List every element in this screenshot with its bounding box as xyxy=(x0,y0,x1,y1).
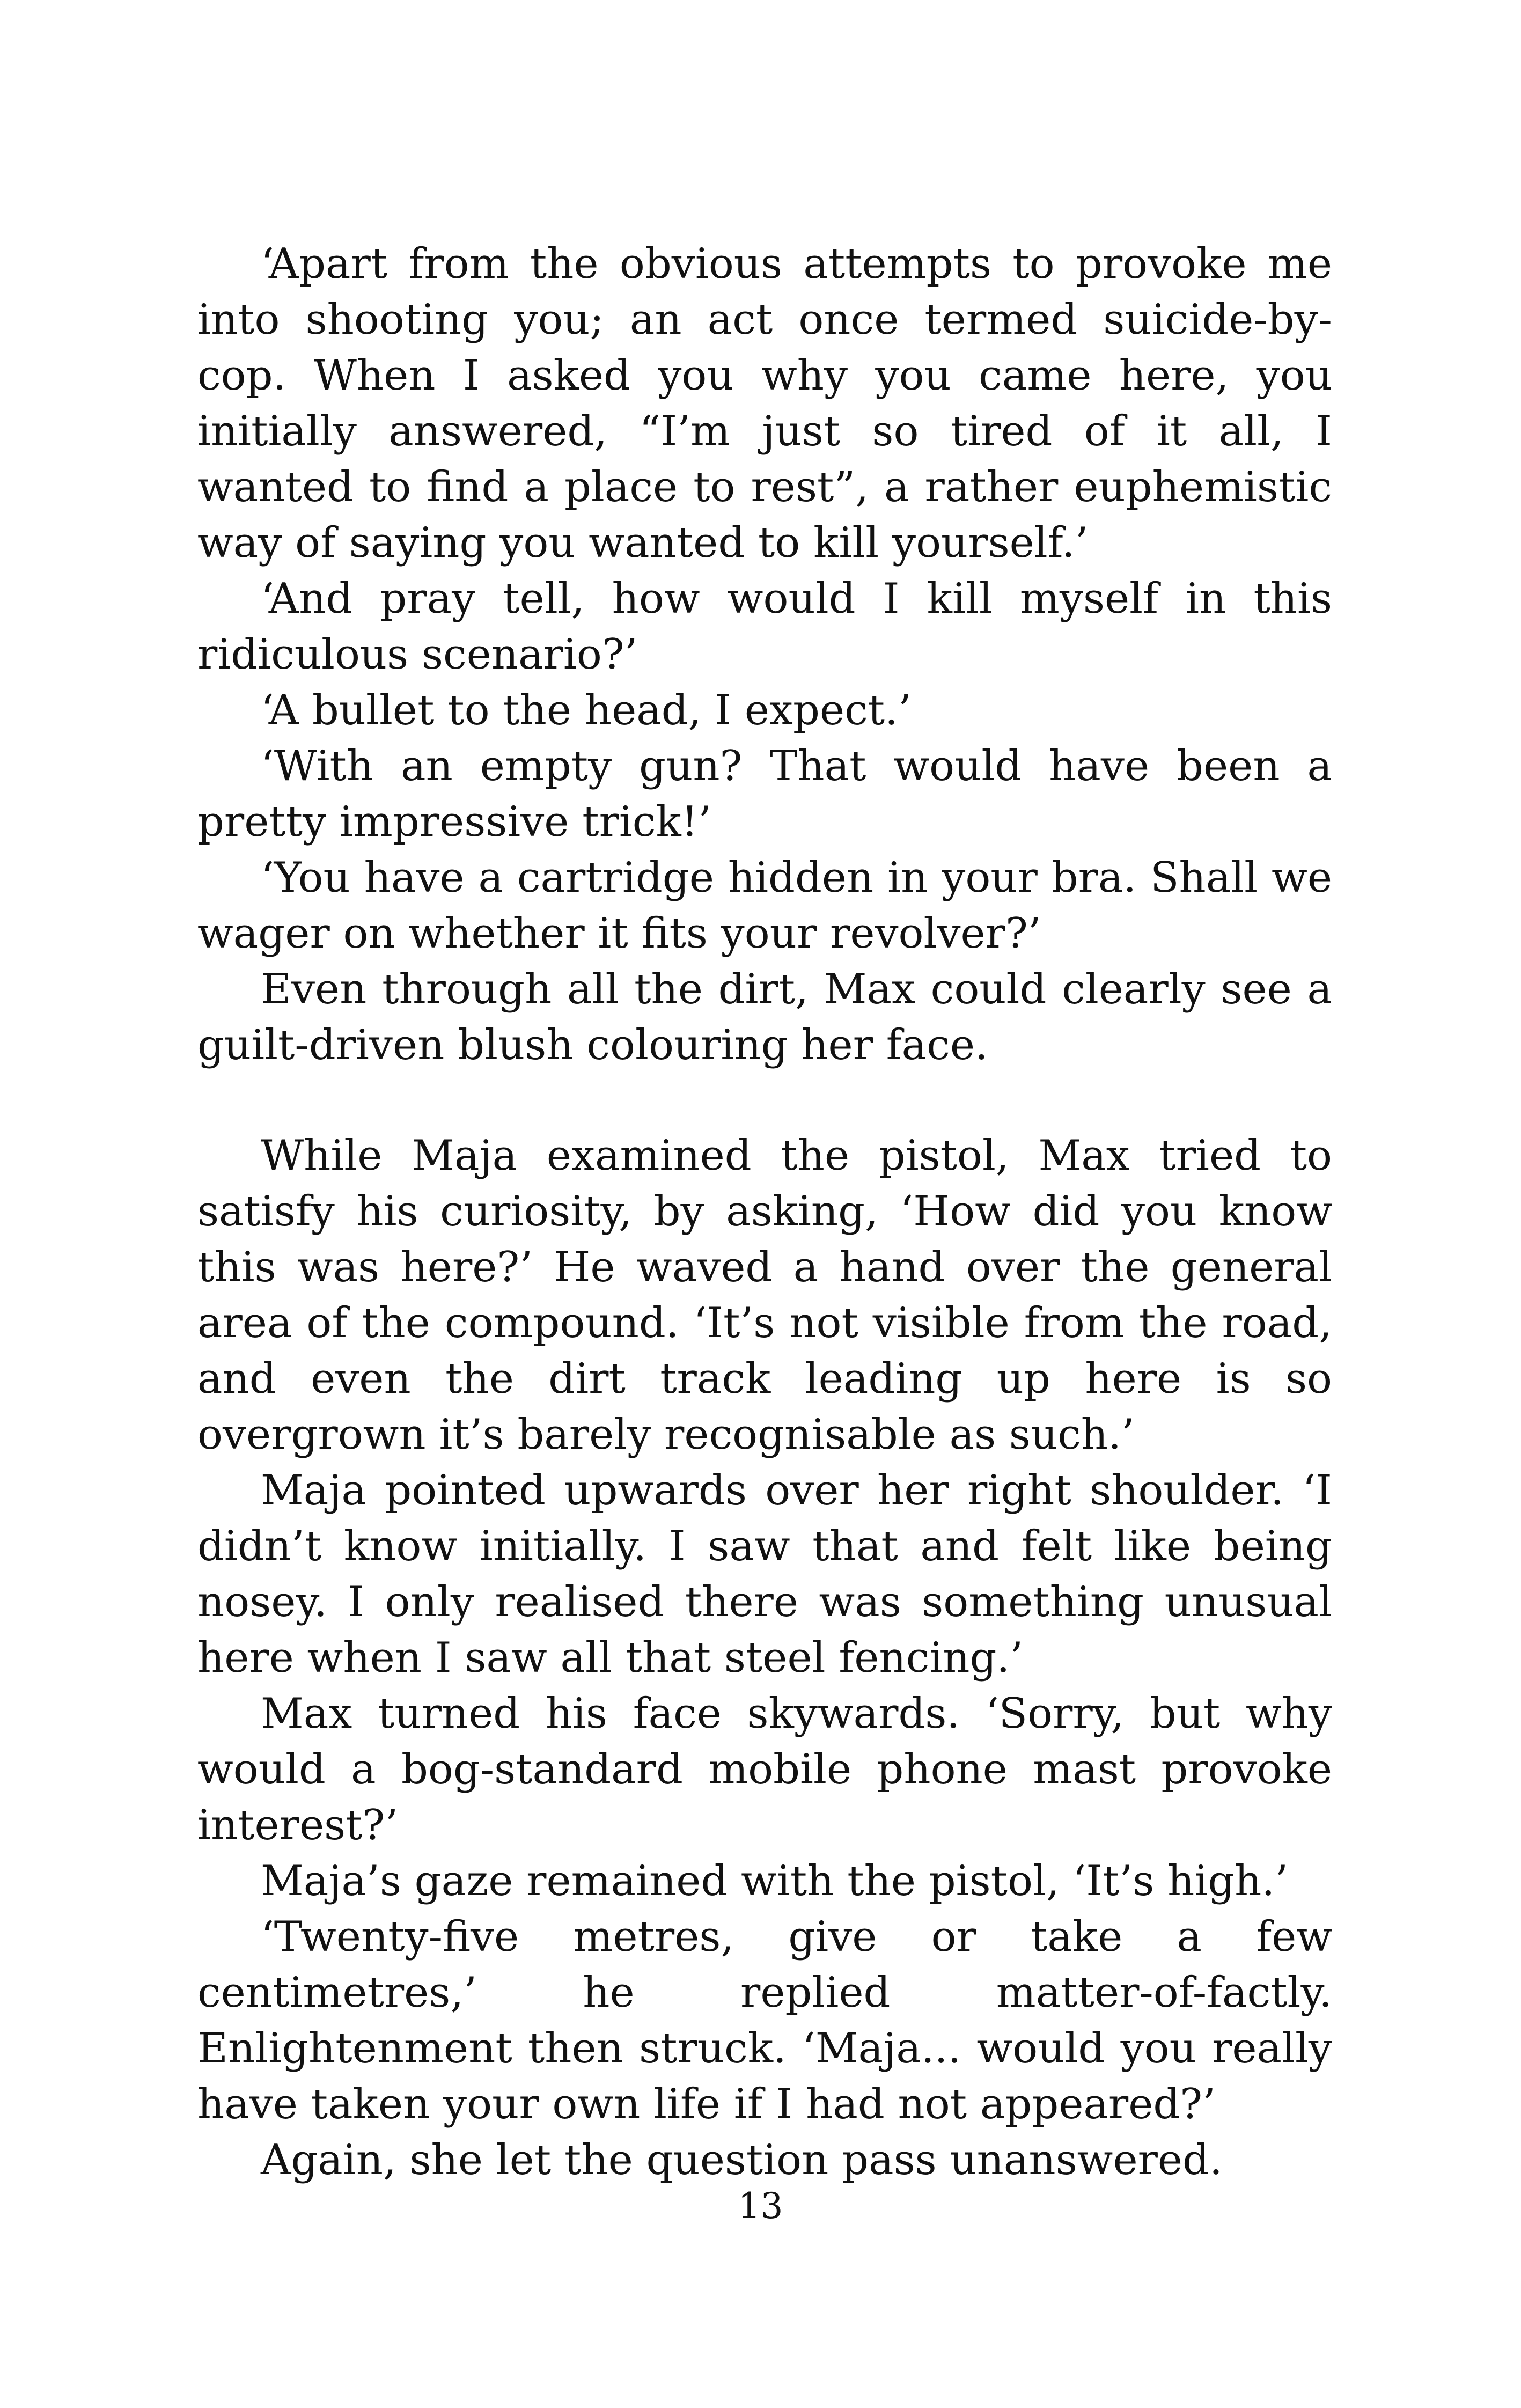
paragraph: Again, she let the question pass unanswered. xyxy=(261,2136,1223,2184)
text-section-2 xyxy=(197,1128,1332,2188)
paragraph: ‘Twenty-five metres, give or take a few centimetres,’ he replied matter-of-factly. Enlightenment then struck. ‘Maja... would you really have taken your own life if I had not appeared?’ xyxy=(197,1913,1332,2128)
paragraph: While Maja examined the pistol, Max tried to satisfy his curiosity, by asking, ‘How did you know this was here?’ He waved a hand over the general area of the compound. ‘It’s not visible from the road, and even the dirt track leading up here is so overgrown it’s barely recognisable as such.’ xyxy=(197,1132,1332,1459)
text-section-1 xyxy=(197,236,1332,1073)
paragraph: ‘A bullet to the head, I expect.’ xyxy=(261,686,912,735)
paragraph: Even through all the dirt, Max could clearly see a guilt-driven blush colouring her face. xyxy=(197,965,1332,1069)
paragraph: ‘You have a cartridge hidden in your bra. Shall we wager on whether it fits your revolver?’ xyxy=(197,854,1332,958)
paragraph: ‘With an empty gun? That would have been a pretty impressive trick!’ xyxy=(197,742,1332,846)
paragraph: Maja’s gaze remained with the pistol, ‘It’s high.’ xyxy=(261,1857,1288,1905)
paragraph: Maja pointed upwards over her right shoulder. ‘I didn’t know initially. I saw that and felt like being nosey. I only realised there was something unusual here when I saw all that steel fencing.’ xyxy=(197,1466,1332,1682)
paragraph: ‘And pray tell, how would I kill myself in this ridiculous scenario?’ xyxy=(197,575,1332,679)
page-number: 13 xyxy=(738,2185,783,2227)
paragraph: ‘Apart from the obvious attempts to provoke me into shooting you; an act once termed suicide-by-cop. When I asked you why you came here, you initially answered, “I’m just so tired of it all, I wanted to find a place to rest”, a rather euphemistic way of saying you wanted to kill yourself.’ xyxy=(197,240,1332,567)
paragraph: Max turned his face skywards. ‘Sorry, but why would a bog-standard mobile phone mast provoke interest?’ xyxy=(197,1690,1332,1849)
